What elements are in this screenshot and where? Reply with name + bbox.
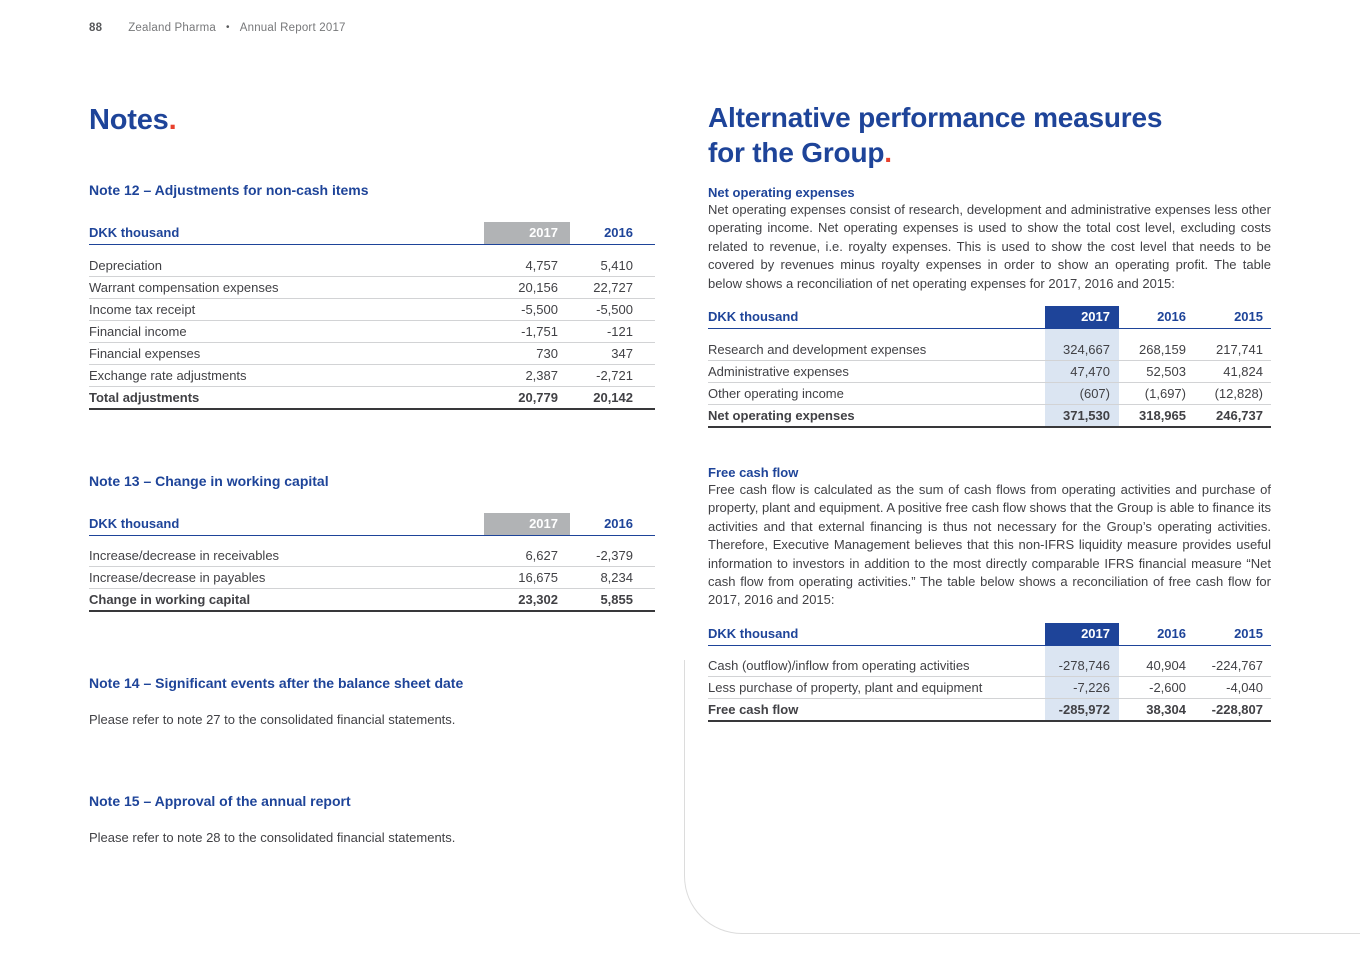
notes-title-text: Notes <box>89 104 169 136</box>
table-row: Cash (outflow)/inflow from operating activities -278,746 40,904 -224,767 <box>708 655 1271 677</box>
note-14-section <box>89 675 655 730</box>
table-row: Exchange rate adjustments 2,387 -2,721 <box>89 364 655 386</box>
notes-title <box>89 103 655 138</box>
table-total-row: Net operating expenses 371,530 318,965 246,737 <box>708 404 1271 427</box>
title-red-dot: . <box>168 104 177 136</box>
table-row: Income tax receipt -5,500 -5,500 <box>89 298 655 320</box>
table-row: Financial income -1,751 -121 <box>89 320 655 342</box>
table-row: Increase/decrease in receivables 6,627 -2,379 <box>89 545 655 567</box>
net-operating-expenses-section <box>708 185 1271 428</box>
unit-label: DKK thousand <box>89 222 484 245</box>
table-header-row <box>708 306 1271 329</box>
note-15-heading: Note 15 – Approval of the annual report <box>89 792 351 809</box>
note-14-heading: Note 14 – Significant events after the balance sheet date <box>89 675 464 691</box>
unit-label: DKK thousand <box>708 306 1045 329</box>
report-title: Annual Report 2017 <box>239 22 346 34</box>
unit-label: DKK thousand <box>708 623 1045 646</box>
column-2015: 2015 <box>1191 623 1271 646</box>
apm-title-line2: for the Group <box>708 137 885 168</box>
table-header-row <box>708 623 1271 646</box>
table-row: Warrant compensation expenses 20,156 22,727 <box>89 276 655 298</box>
note-12-heading: Note 12 – Adjustments for non-cash items <box>89 182 369 198</box>
apm-title <box>708 100 1271 170</box>
note-15-section <box>89 793 655 848</box>
note-13-heading: Note 13 – Change in working capital <box>89 472 329 489</box>
net-operating-expenses-body: Net operating expenses consist of research, development and administrative expenses less other operating income. Net operating expenses is used to show the total cost level, excluding costs related to revenue, i.e. royalty expenses. This is used to show the cost level that needs to be covered by revenues minus royalty expenses in order to show an operating profit. The table below shows a reconciliation of net operating expenses for 2017, 2016 and 2015: <box>708 202 1271 291</box>
page-corner-decoration <box>684 660 1360 934</box>
column-2017: 2017 <box>1045 306 1119 329</box>
note-12-table <box>89 222 655 410</box>
note-12-section <box>89 182 655 410</box>
left-column <box>89 103 655 911</box>
note-13-table <box>89 513 655 613</box>
spacer-row <box>89 535 655 545</box>
column-2016: 2016 <box>570 222 655 245</box>
page-number: 88 <box>89 22 103 34</box>
note-14-body: Please refer to note 27 to the consolidated financial statements. <box>89 712 456 727</box>
table-header-row <box>89 222 655 245</box>
table-row: Research and development expenses 324,667 268,159 217,741 <box>708 339 1271 361</box>
column-2016: 2016 <box>1119 306 1191 329</box>
brand-name: Zealand Pharma <box>128 22 217 34</box>
note-13-section <box>89 473 655 613</box>
column-2017: 2017 <box>484 513 570 536</box>
table-total-row: Free cash flow -285,972 38,304 -228,807 <box>708 699 1271 722</box>
table-header-row <box>89 513 655 536</box>
table-row: Less purchase of property, plant and equipment -7,226 -2,600 -4,040 <box>708 677 1271 699</box>
table-row: Increase/decrease in payables 16,675 8,234 <box>89 567 655 589</box>
net-operating-expenses-heading: Net operating expenses <box>708 185 855 200</box>
table-total-row: Change in working capital 23,302 5,855 <box>89 589 655 612</box>
spacer-row <box>89 245 655 255</box>
free-cash-flow-body: Free cash flow is calculated as the sum of cash flows from operating activities and purchase of property, plant and equipment. A positive free cash flow shows that the Group is able to finance its activities and that external financing is thus not necessary for the Group’s operating activities. Therefore, Executive Management believes that this non-IFRS liquidity measure provides useful information to investors in addition to the most directly comparable IFRS financial measure “Net cash flow from operating activities.” The table below shows a reconciliation of free cash flow for 2017, 2016 and 2015: <box>708 481 1271 608</box>
spacer-row <box>708 329 1271 339</box>
column-2017: 2017 <box>1045 623 1119 646</box>
table-row: Other operating income (607) (1,697) (12,828) <box>708 382 1271 404</box>
column-2016: 2016 <box>1119 623 1191 646</box>
spacer-row <box>708 645 1271 655</box>
unit-label: DKK thousand <box>89 513 484 536</box>
title-red-dot: . <box>884 137 892 168</box>
table-row: Financial expenses 730 347 <box>89 342 655 364</box>
free-cash-flow-heading: Free cash flow <box>708 464 799 480</box>
column-2017: 2017 <box>484 222 570 245</box>
apm-title-line1: Alternative performance measures <box>708 102 1163 133</box>
note-15-body: Please refer to note 28 to the consolidated financial statements. <box>89 829 456 845</box>
running-header <box>89 22 346 34</box>
separator-dot: • <box>226 22 230 33</box>
column-2016: 2016 <box>570 513 655 536</box>
table-row: Administrative expenses 47,470 52,503 41,824 <box>708 360 1271 382</box>
table-total-row: Total adjustments 20,779 20,142 <box>89 386 655 409</box>
column-2015: 2015 <box>1191 306 1271 329</box>
net-operating-expenses-table <box>708 306 1271 428</box>
table-row: Depreciation 4,757 5,410 <box>89 255 655 277</box>
